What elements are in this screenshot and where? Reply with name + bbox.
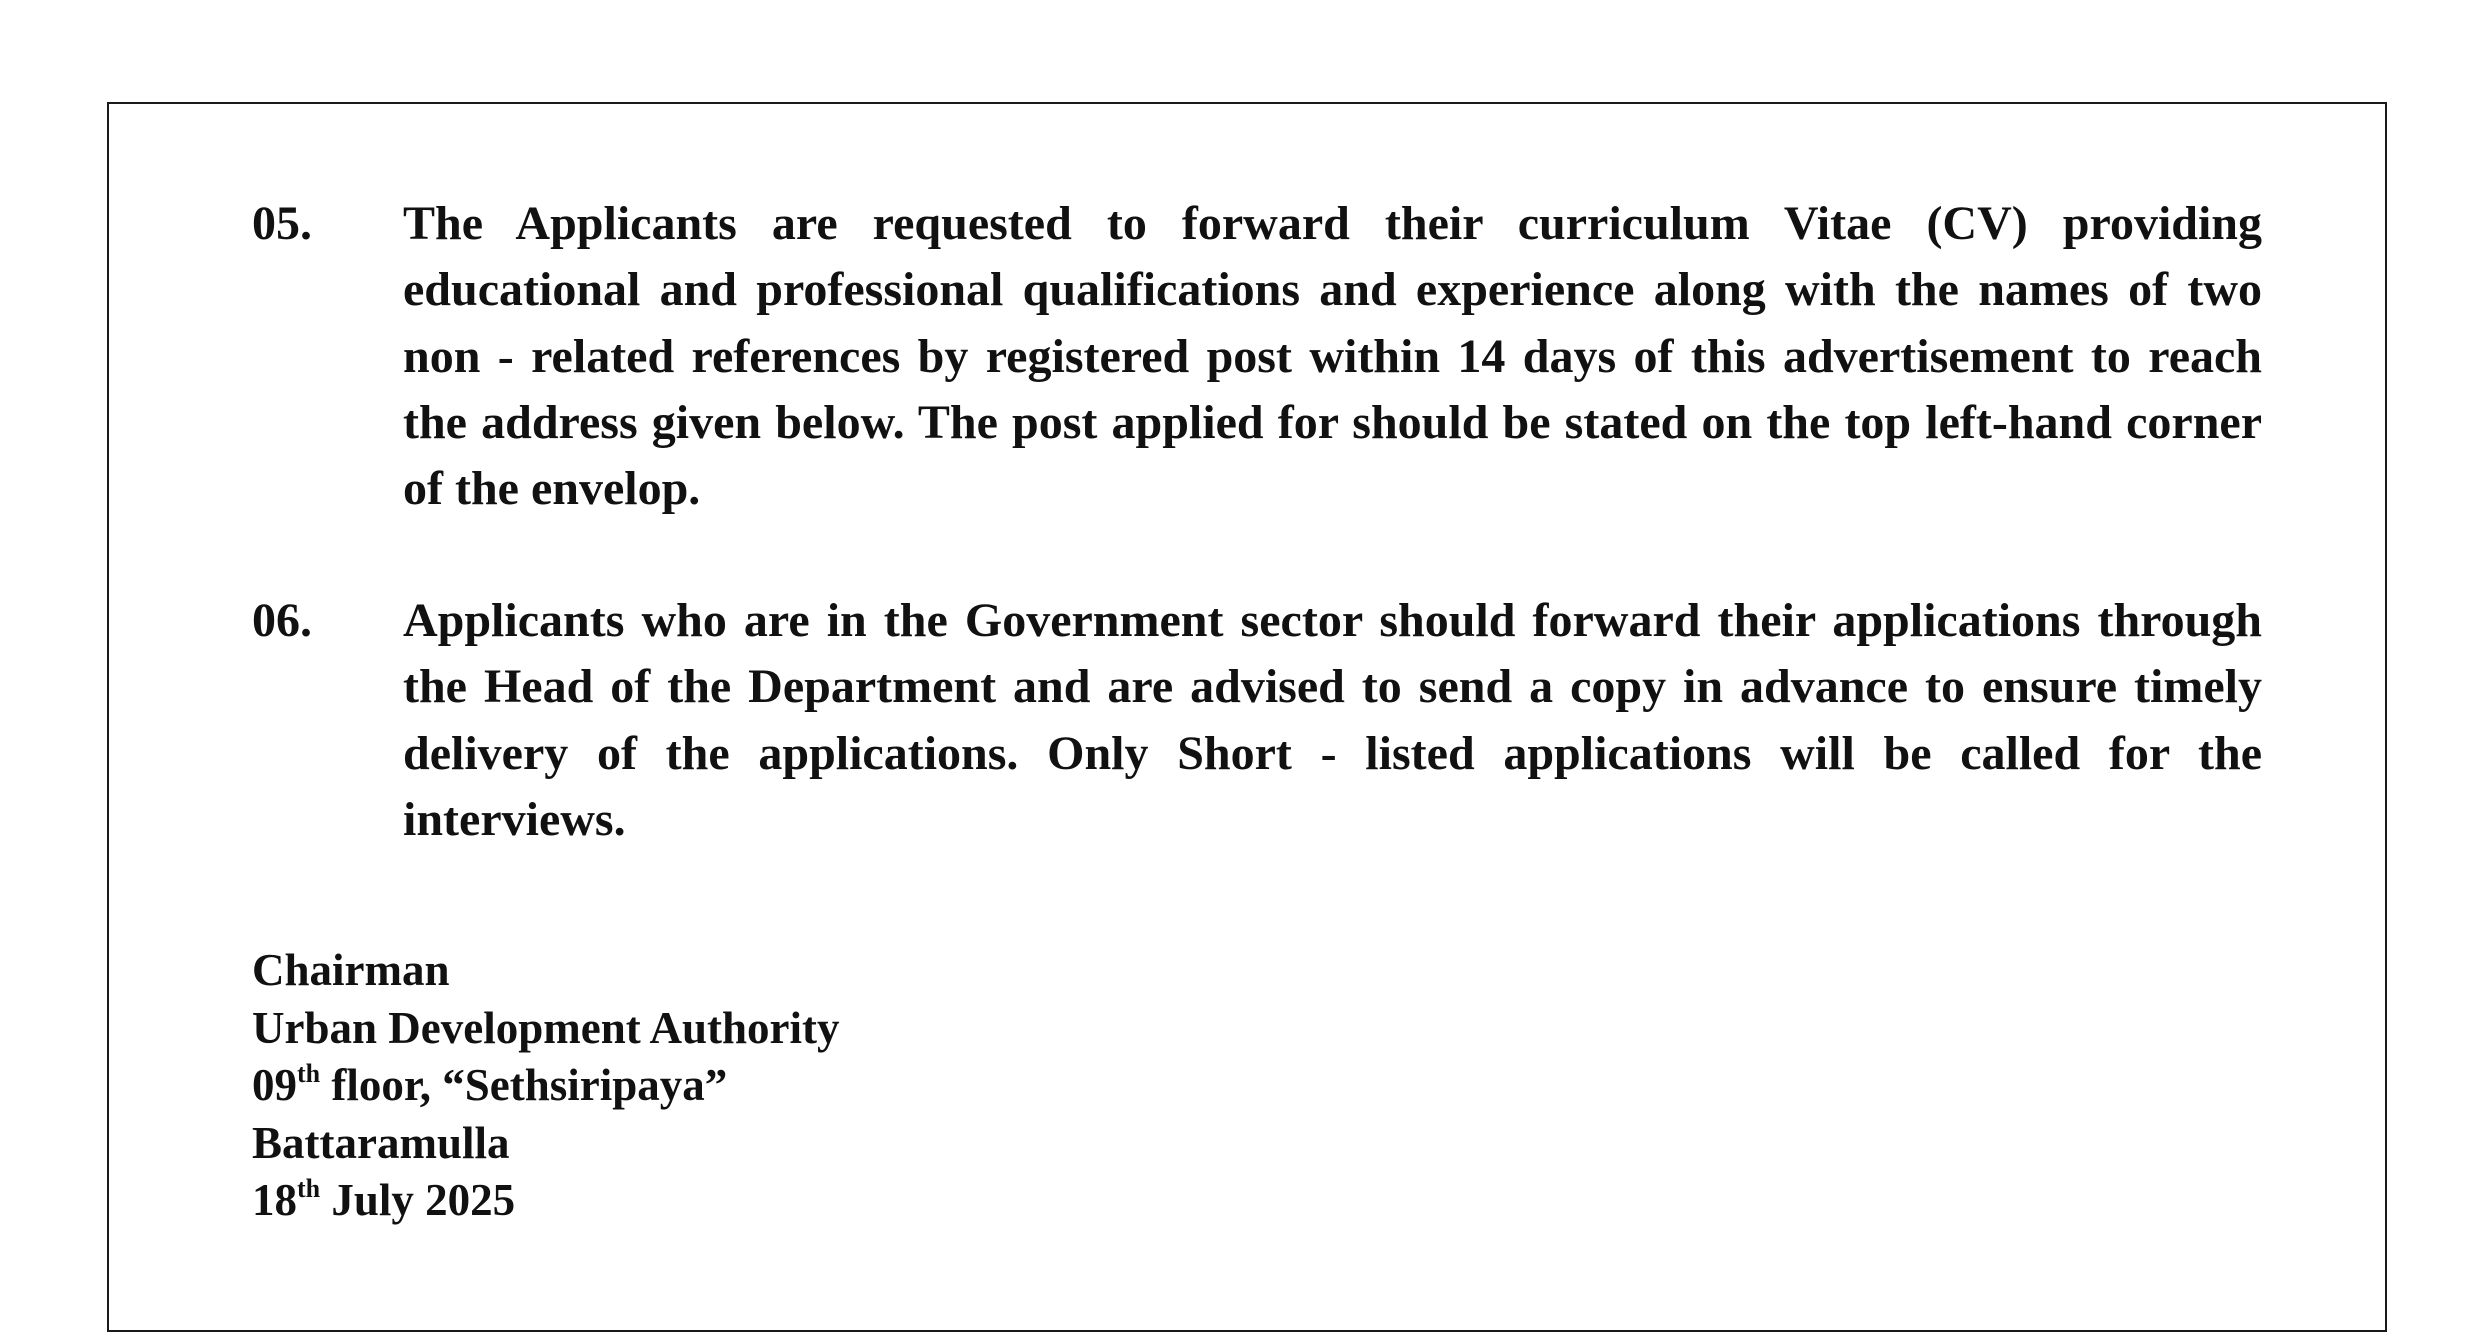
address-floor (252, 1057, 839, 1115)
signature-block (252, 942, 839, 1230)
floor-building: floor, “Sethsiripaya” (320, 1060, 728, 1110)
organization-name: Urban Development Authority (252, 1002, 840, 1053)
clause-06 (252, 588, 2262, 853)
floor-ordinal-suffix: th (297, 1059, 321, 1088)
date-month-year: July 2025 (320, 1175, 516, 1225)
address-city: Battaramulla (252, 1117, 510, 1168)
clause-number: 06. (252, 594, 312, 647)
clause-number: 05. (252, 197, 312, 250)
signatory-title: Chairman (252, 945, 450, 995)
floor-number: 09 (252, 1060, 297, 1110)
clause-text: Applicants who are in the Government sector should forward their applications through the Head of the Department and are advised to send a copy in advance to ensure timely delivery of the applications. Only Short - listed applications will be called for the interviews. (403, 594, 2262, 846)
date-line (252, 1172, 839, 1230)
clause-text: The Applicants are requested to forward their curriculum Vitae (CV) providing educational and professional qualifications and experience along with the names of two non - related references by registered post within 14 days of this advertisement to reach the address given below. The post applied for should be stated on the top left-hand corner of the envelop. (403, 197, 2262, 516)
date-ordinal-suffix: th (297, 1174, 321, 1203)
date-day: 18 (252, 1175, 297, 1225)
clause-05 (252, 191, 2262, 522)
